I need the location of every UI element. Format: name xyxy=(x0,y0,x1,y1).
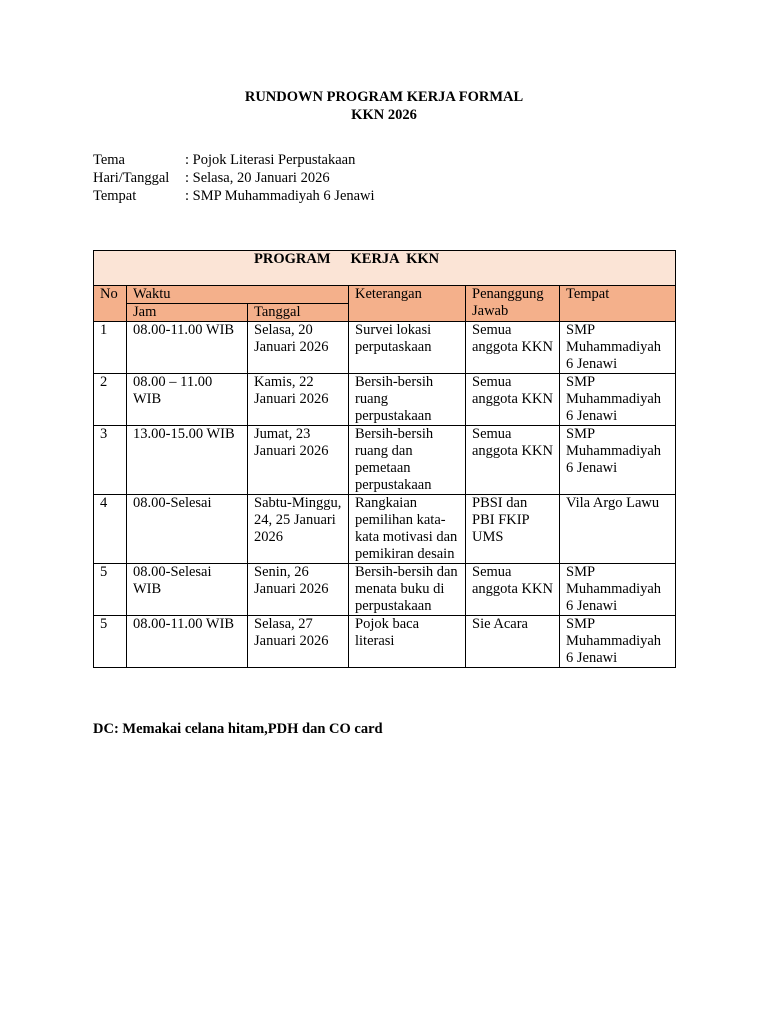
cell-keterangan: Bersih-bersih ruang dan pemetaan perpustakaan xyxy=(349,426,466,495)
info-row-hari-tanggal xyxy=(93,169,375,187)
table-row xyxy=(94,616,676,668)
info-row-tempat xyxy=(93,187,375,205)
cell-no: 5 xyxy=(94,564,127,616)
cell-no: 3 xyxy=(94,426,127,495)
cell-jam: 08.00-11.00 WIB xyxy=(127,322,248,374)
rundown-table xyxy=(93,250,676,668)
cell-tanggal: Sabtu-Minggu, 24, 25 Januari 2026 xyxy=(248,495,349,564)
cell-penanggung-jawab: Semua anggota KKN xyxy=(466,426,560,495)
cell-tempat: SMP Muhammadiyah 6 Jenawi xyxy=(560,616,676,668)
cell-no: 5 xyxy=(94,616,127,668)
info-label: Tema xyxy=(93,152,125,168)
cell-tanggal: Senin, 26 Januari 2026 xyxy=(248,564,349,616)
cell-jam: 08.00-Selesai WIB xyxy=(127,564,248,616)
cell-keterangan: Bersih-bersih ruang perpustakaan xyxy=(349,374,466,426)
cell-no: 1 xyxy=(94,322,127,374)
header-tanggal: Tanggal xyxy=(248,304,349,322)
header-penanggung-jawab: Penanggung Jawab xyxy=(466,286,560,322)
cell-tempat: SMP Muhammadiyah 6 Jenawi xyxy=(560,374,676,426)
info-label: Tempat xyxy=(93,188,137,204)
cell-keterangan: Bersih-bersih dan menata buku di perpustakaan xyxy=(349,564,466,616)
cell-keterangan: Rangkaian pemilihan kata-kata motivasi dan pemikiran desain xyxy=(349,495,466,564)
cell-jam: 13.00-15.00 WIB xyxy=(127,426,248,495)
cell-penanggung-jawab: Sie Acara xyxy=(466,616,560,668)
cell-keterangan: Survei lokasi perputaskaan xyxy=(349,322,466,374)
cell-tempat: SMP Muhammadiyah 6 Jenawi xyxy=(560,564,676,616)
cell-jam: 08.00-Selesai xyxy=(127,495,248,564)
cell-tempat: SMP Muhammadiyah 6 Jenawi xyxy=(560,322,676,374)
cell-penanggung-jawab: Semua anggota KKN xyxy=(466,322,560,374)
document-subtitle: KKN 2026 xyxy=(351,107,417,123)
info-value: : Pojok Literasi Perpustakaan xyxy=(185,152,356,168)
table-row xyxy=(94,495,676,564)
cell-keterangan: Pojok baca literasi xyxy=(349,616,466,668)
header-waktu: Waktu xyxy=(127,286,349,304)
cell-penanggung-jawab: Semua anggota KKN xyxy=(466,374,560,426)
table-row xyxy=(94,322,676,374)
cell-jam: 08.00-11.00 WIB xyxy=(127,616,248,668)
program-header xyxy=(94,251,676,286)
cell-no: 4 xyxy=(94,495,127,564)
cell-penanggung-jawab: PBSI dan PBI FKIP UMS xyxy=(466,495,560,564)
cell-no: 2 xyxy=(94,374,127,426)
cell-tanggal: Jumat, 23 Januari 2026 xyxy=(248,426,349,495)
info-value: : Selasa, 20 Januari 2026 xyxy=(185,170,330,186)
cell-tempat: SMP Muhammadiyah 6 Jenawi xyxy=(560,426,676,495)
cell-tanggal: Selasa, 27 Januari 2026 xyxy=(248,616,349,668)
table-row xyxy=(94,426,676,495)
header-tempat: Tempat xyxy=(560,286,676,322)
event-info xyxy=(93,151,375,205)
cell-tanggal: Kamis, 22 Januari 2026 xyxy=(248,374,349,426)
cell-tempat: Vila Argo Lawu xyxy=(560,495,676,564)
info-label: Hari/Tanggal xyxy=(93,170,170,186)
cell-jam: 08.00 – 11.00 WIB xyxy=(127,374,248,426)
cell-penanggung-jawab: Semua anggota KKN xyxy=(466,564,560,616)
header-keterangan: Keterangan xyxy=(349,286,466,322)
table-row xyxy=(94,564,676,616)
info-value: : SMP Muhammadiyah 6 Jenawi xyxy=(185,188,375,204)
table-row xyxy=(94,374,676,426)
header-jam: Jam xyxy=(127,304,248,322)
document-title: RUNDOWN PROGRAM KERJA FORMAL xyxy=(244,89,524,105)
info-row-tema xyxy=(93,151,375,169)
program-title-b: KERJA KKN xyxy=(350,251,440,267)
header-no: No xyxy=(94,286,127,322)
program-title-a: PROGRAM xyxy=(254,251,331,267)
cell-tanggal: Selasa, 20 Januari 2026 xyxy=(248,322,349,374)
dress-code-note: DC: Memakai celana hitam,PDH dan CO card xyxy=(93,721,383,737)
